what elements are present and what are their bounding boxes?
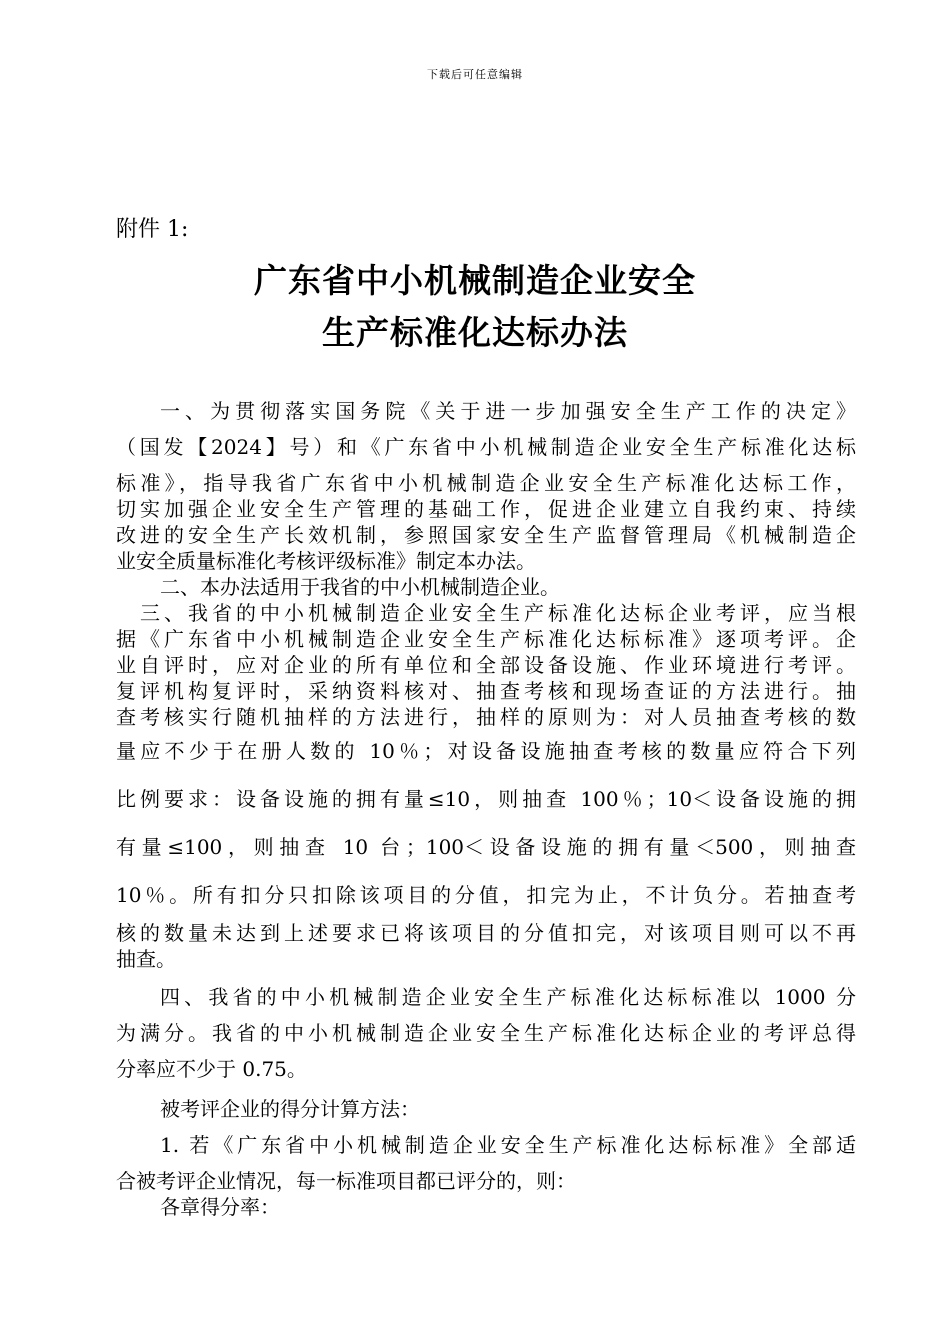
paragraph-1-line-5: 改进的安全生产长效机制，参照国家安全生产监督管理局《机械制造企 (116, 523, 856, 547)
paragraph-4-line-2: 为满分。我省的中小机械制造企业安全生产标准化达标企业的考评总得 (116, 1021, 856, 1045)
paragraph-3-line-2: 据《广东省中小机械制造企业安全生产标准化达标标准》逐项考评。企 (116, 627, 856, 651)
chapter-score-rate-label: 各章得分率： (160, 1195, 280, 1219)
paragraph-3-line-11: 抽查。 (116, 947, 176, 971)
item-1-line-1: 1. 若《广东省中小机械制造企业安全生产标准化达标标准》全部适 (160, 1133, 856, 1157)
paragraph-3-line-10: 核的数量未达到上述要求已将该项目的分值扣完，对该项目则可以不再 (116, 921, 856, 945)
paragraph-1-line-4: 切实加强企业安全生产管理的基础工作，促进企业建立自我约束、持续 (116, 497, 856, 521)
document-title-line-1: 广东省中小机械制造企业安全 (254, 261, 696, 300)
paragraph-3-line-1: 三、我省的中小机械制造企业安全生产标准化达标企业考评，应当根 (140, 601, 856, 625)
paragraph-1-line-2: （国发【2024】号）和《广东省中小机械制造企业安全生产标准化达标 (116, 435, 856, 459)
document-title-line-2: 生产标准化达标办法 (322, 313, 628, 352)
paragraph-4-line-3: 分率应不少于 0.75。 (116, 1057, 307, 1081)
paragraph-1-line-1: 一、为贯彻落实国务院《关于进一步加强安全生产工作的决定》 (160, 399, 856, 423)
paragraph-2: 二、本办法适用于我省的中小机械制造企业。 (160, 575, 560, 599)
paragraph-3-line-3: 业自评时，应对企业的所有单位和全部设备设施、作业环境进行考评。 (116, 653, 856, 677)
paragraph-1-line-3: 标准》，指导我省广东省中小机械制造企业安全生产标准化达标工作， (116, 471, 856, 495)
paragraph-4-line-1: 四、我省的中小机械制造企业安全生产标准化达标标准以 1000 分 (160, 985, 856, 1009)
paragraph-3-line-9: 10％。所有扣分只扣除该项目的分值，扣完为止，不计负分。若抽查考 (116, 883, 856, 907)
paragraph-1-line-6: 业安全质量标准化考核评级标准》制定本办法。 (116, 549, 536, 573)
item-1-line-2: 合被考评企业情况，每一标准项目都已评分的，则： (116, 1169, 576, 1193)
paragraph-3-line-6: 量应不少于在册人数的 10％；对设备设施抽查考核的数量应符合下列 (116, 739, 856, 763)
attachment-label: 附件 1: (116, 217, 189, 242)
paragraph-3-line-4: 复评机构复评时，采纳资料核对、抽查考核和现场查证的方法进行。抽 (116, 679, 856, 703)
scoring-method-heading: 被考评企业的得分计算方法： (160, 1097, 420, 1121)
paragraph-3-line-8: 有量≤100，则抽查 10 台；100＜设备设施的拥有量＜500，则抽查 (116, 835, 856, 859)
header-note: 下载后可任意编辑 (427, 68, 523, 81)
paragraph-3-line-5: 查考核实行随机抽样的方法进行，抽样的原则为：对人员抽查考核的数 (116, 705, 856, 729)
paragraph-3-line-7: 比例要求：设备设施的拥有量≤10，则抽查 100％；10＜设备设施的拥 (116, 787, 856, 811)
